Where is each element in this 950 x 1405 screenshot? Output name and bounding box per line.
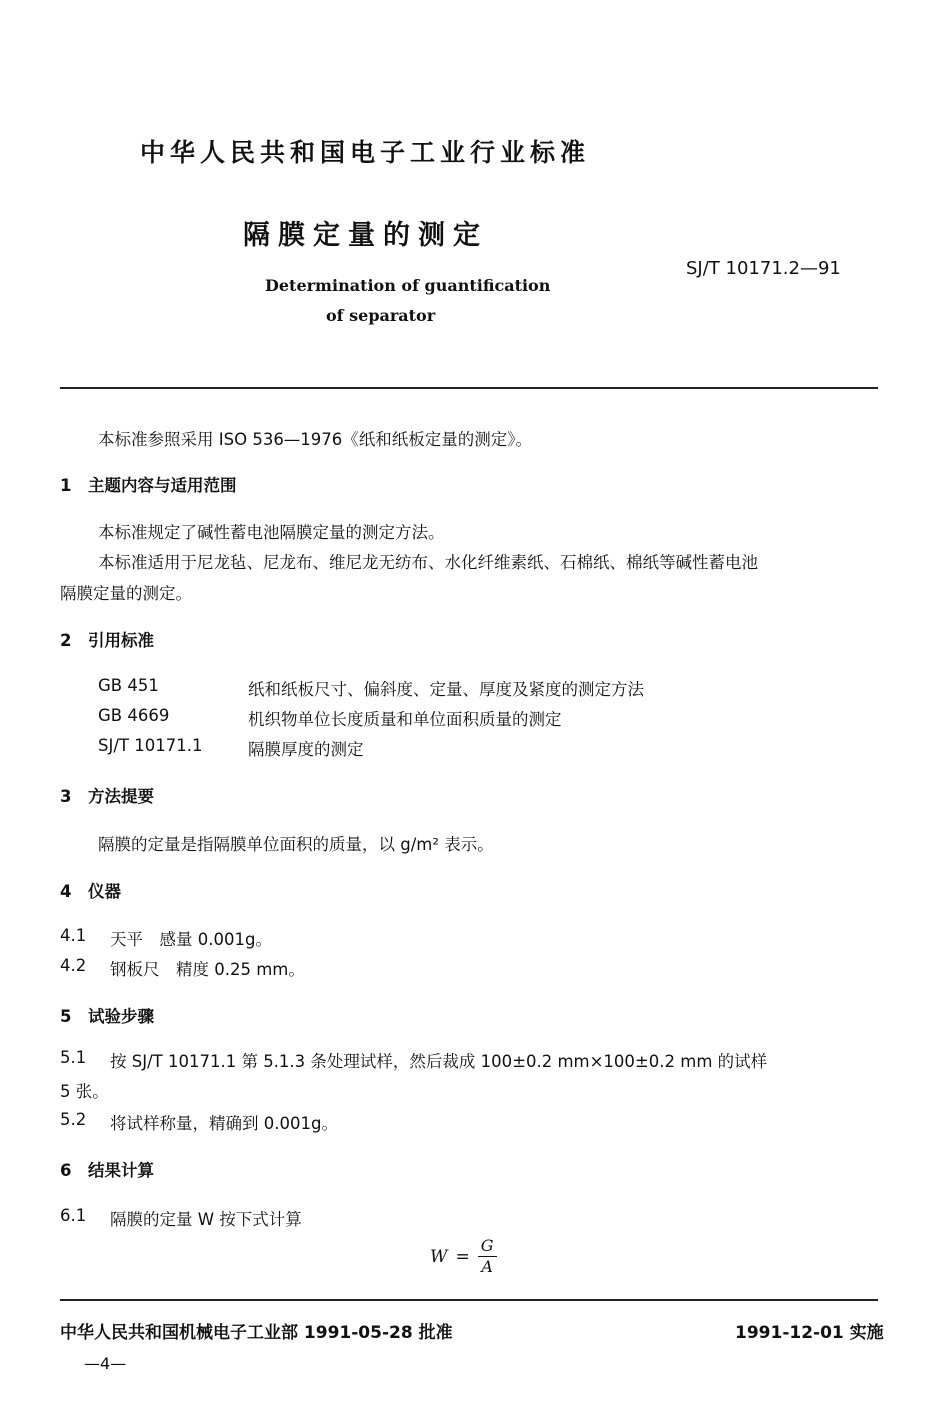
footer-divider (60, 1299, 878, 1301)
ref-code: GB 4669 (98, 706, 170, 725)
section-6-heading: 6 结果计算 (60, 1161, 154, 1180)
clause-6-1-text: 隔膜的定量 W 按下式计算 (110, 1210, 302, 1229)
formula-numerator: G (478, 1236, 497, 1257)
section-3-paragraph: 隔膜的定量是指隔膜单位面积的质量，以 g/m² 表示。 (98, 835, 494, 854)
section-2-heading: 2 引用标准 (60, 631, 154, 650)
clause-6-1-number: 6.1 (60, 1206, 87, 1225)
section-1-heading: 1 主题内容与适用范围 (60, 476, 237, 495)
standard-number: SJ/T 10171.2—91 (686, 258, 841, 279)
clause-4-1-text: 天平 感量 0.001g。 (110, 930, 272, 949)
effective-date: 1991-12-01 实施 (735, 1323, 884, 1343)
clause-5-2-text: 将试样称量，精确到 0.001g。 (110, 1114, 338, 1133)
ref-title: 纸和纸板尺寸、偏斜度、定量、厚度及紧度的测定方法 (248, 680, 644, 699)
formula-fraction (478, 1236, 497, 1277)
page-number: —4— (84, 1354, 127, 1373)
clause-5-1-number: 5.1 (60, 1048, 87, 1067)
org-title: 中华人民共和国电子工业行业标准 (140, 138, 591, 167)
english-title-line2: of separator (326, 306, 436, 325)
section-5-heading: 5 试验步骤 (60, 1007, 154, 1026)
section-3-heading: 3 方法提要 (60, 787, 154, 806)
section-1-paragraph-2-cont: 隔膜定量的测定。 (60, 584, 192, 603)
header-divider (60, 387, 878, 389)
ref-code: SJ/T 10171.1 (98, 736, 203, 755)
intro-paragraph: 本标准参照采用 ISO 536—1976《纸和纸板定量的测定》。 (98, 430, 533, 449)
document-title: 隔膜定量的测定 (243, 220, 488, 251)
ref-code: GB 451 (98, 676, 159, 695)
formula-lhs: W (430, 1246, 448, 1267)
section-4-heading: 4 仪器 (60, 882, 121, 901)
clause-4-1-number: 4.1 (60, 926, 87, 945)
formula-equals: = (455, 1246, 470, 1267)
english-title-line1: Determination of guantification (265, 276, 551, 295)
section-1-paragraph-1: 本标准规定了碱性蓄电池隔膜定量的测定方法。 (98, 523, 445, 542)
ref-title: 机织物单位长度质量和单位面积质量的测定 (248, 710, 562, 729)
section-1-paragraph-2: 本标准适用于尼龙毡、尼龙布、维尼龙无纺布、水化纤维素纸、石棉纸、棉纸等碱性蓄电池 (98, 553, 758, 572)
clause-5-1-text: 按 SJ/T 10171.1 第 5.1.3 条处理试样，然后裁成 100±0.2 mm×100±0.2 mm 的试样 (110, 1052, 768, 1071)
ref-title: 隔膜厚度的测定 (248, 740, 364, 759)
formula (430, 1236, 497, 1277)
clause-5-2-number: 5.2 (60, 1110, 87, 1129)
clause-4-2-text: 钢板尺 精度 0.25 mm。 (110, 960, 305, 979)
clause-4-2-number: 4.2 (60, 956, 87, 975)
approval-info: 中华人民共和国机械电子工业部 1991-05-28 批准 (60, 1323, 453, 1343)
formula-denominator: A (481, 1257, 493, 1276)
clause-5-1-cont: 5 张。 (60, 1082, 109, 1101)
